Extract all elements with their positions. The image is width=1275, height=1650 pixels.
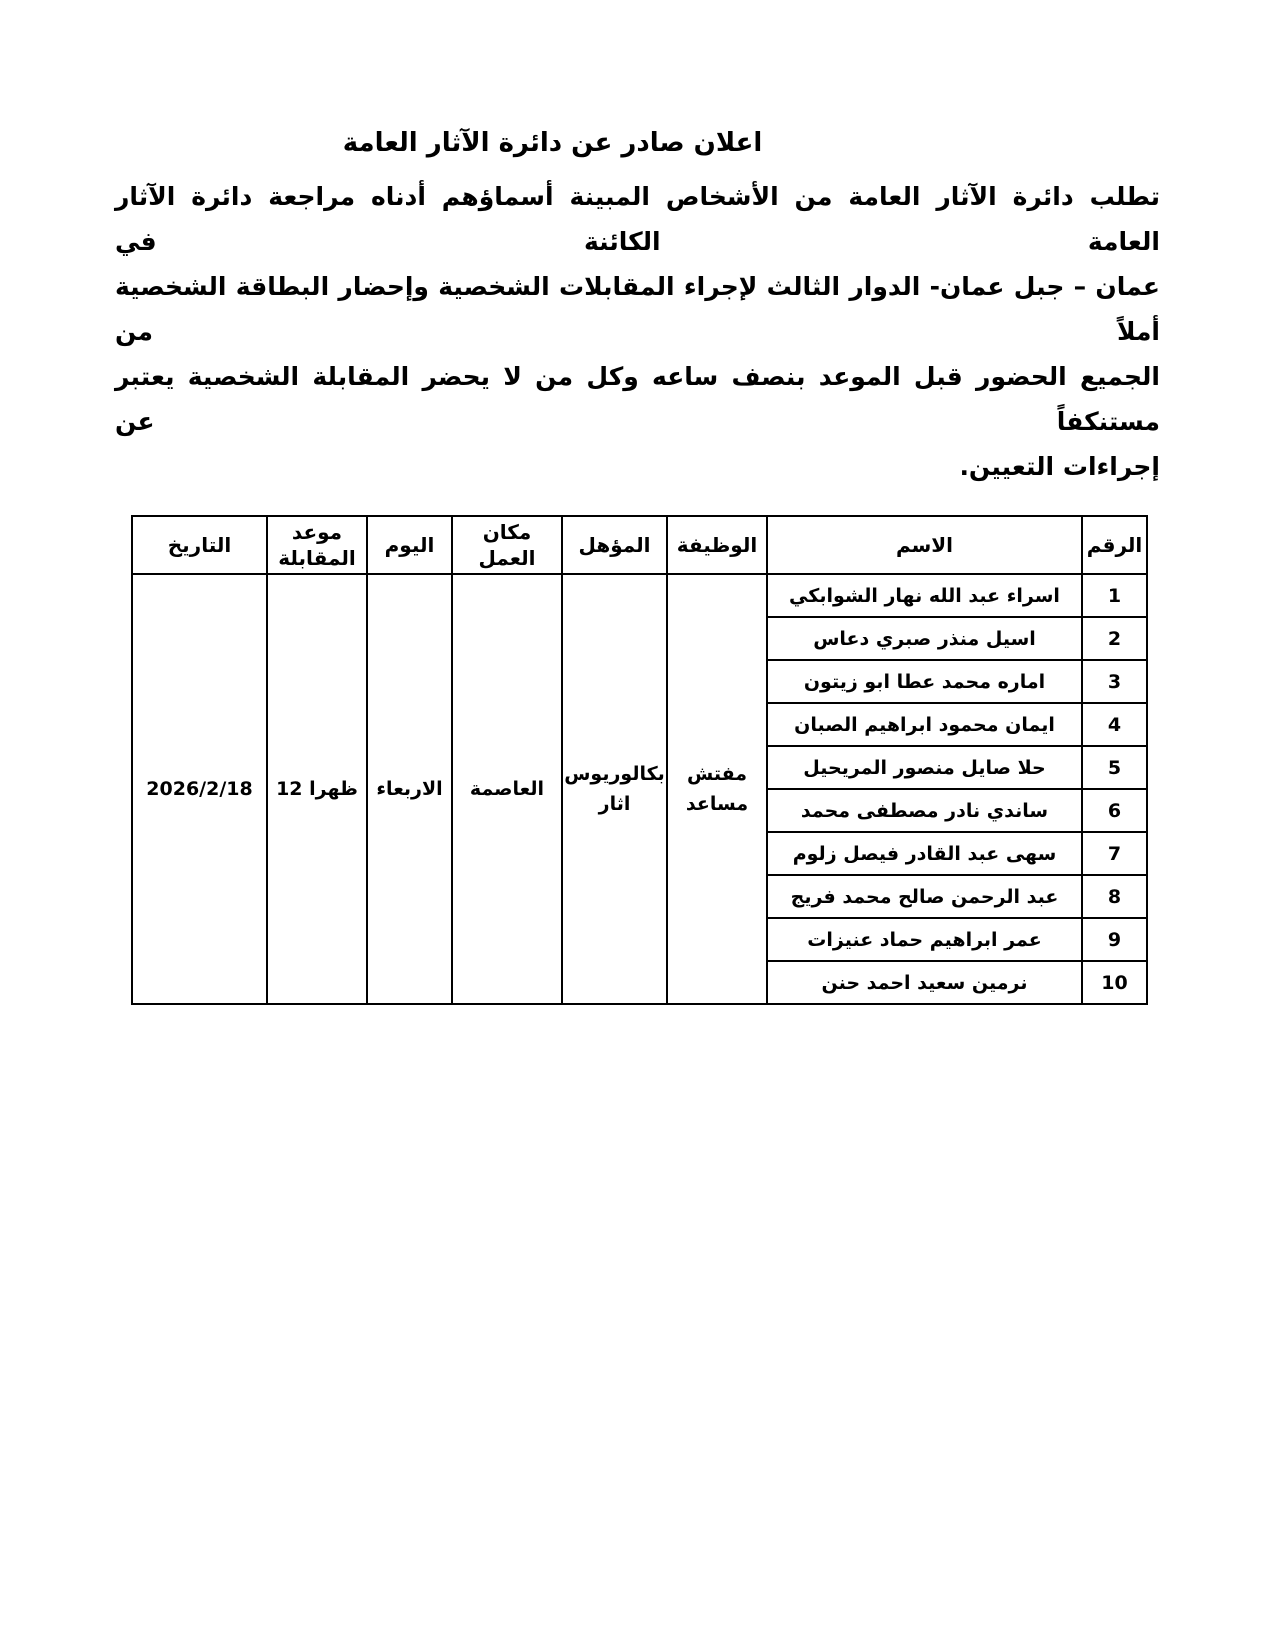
candidate-name: اماره محمد عطا ابو زيتون (767, 660, 1082, 703)
day-cell: الاربعاء (367, 574, 452, 1004)
workplace-cell: العاصمة (452, 574, 562, 1004)
job-cell: مفتش مساعد (667, 574, 767, 1004)
document-title: اعلان صادر عن دائرة الآثار العامة (342, 128, 763, 158)
row-number: 6 (1082, 789, 1147, 832)
row-number: 1 (1082, 574, 1147, 617)
row-number: 5 (1082, 746, 1147, 789)
intro-line-2: عمان – جبل عمان- الدوار الثالث لإجراء المقابلات الشخصية وإحضار البطاقة الشخصية أملاً من (115, 272, 1160, 346)
candidate-name: ساندي نادر مصطفى محمد (767, 789, 1082, 832)
intro-line-3: الجميع الحضور قبل الموعد بنصف ساعه وكل من لا يحضر المقابلة الشخصية يعتبر مستنكفاً عن (115, 362, 1160, 436)
date-cell: 2026/2/18 (132, 574, 267, 1004)
header-row (132, 516, 1147, 574)
row-number: 3 (1082, 660, 1147, 703)
header-date: التاريخ (132, 516, 267, 574)
candidate-name: عبد الرحمن صالح محمد فريج (767, 875, 1082, 918)
row-number: 9 (1082, 918, 1147, 961)
row-number: 10 (1082, 961, 1147, 1004)
header-name: الاسم (767, 516, 1082, 574)
header-workplace: مكان العمل (452, 516, 562, 574)
header-qualification: المؤهل (562, 516, 667, 574)
candidate-name: ايمان محمود ابراهيم الصبان (767, 703, 1082, 746)
candidate-name: نرمين سعيد احمد حنن (767, 961, 1082, 1004)
candidate-name: حلا صايل منصور المريحيل (767, 746, 1082, 789)
header-day: اليوم (367, 516, 452, 574)
candidate-name: عمر ابراهيم حماد عنيزات (767, 918, 1082, 961)
header-interview-time: موعد المقابلة (267, 516, 367, 574)
interview-time-cell: 12 ظهرا (267, 574, 367, 1004)
header-job: الوظيفة (667, 516, 767, 574)
candidate-name: اسراء عبد الله نهار الشوابكي (767, 574, 1082, 617)
header-number: الرقم (1082, 516, 1147, 574)
qualification-cell: بكالوريوس اثار (562, 574, 667, 1004)
intro-line-4: إجراءات التعيين. (959, 452, 1160, 481)
candidate-name: سهى عبد القادر فيصل زلوم (767, 832, 1082, 875)
table-row (132, 574, 1147, 617)
intro-line-1: تطلب دائرة الآثار العامة من الأشخاص المبينة أسماؤهم أدناه مراجعة دائرة الآثار العامة الكائنة في (115, 182, 1160, 256)
row-number: 8 (1082, 875, 1147, 918)
candidate-name: اسيل منذر صبري دعاس (767, 617, 1082, 660)
row-number: 4 (1082, 703, 1147, 746)
row-number: 2 (1082, 617, 1147, 660)
intro-paragraph (115, 174, 1160, 489)
row-number: 7 (1082, 832, 1147, 875)
candidates-table (131, 515, 1148, 1005)
